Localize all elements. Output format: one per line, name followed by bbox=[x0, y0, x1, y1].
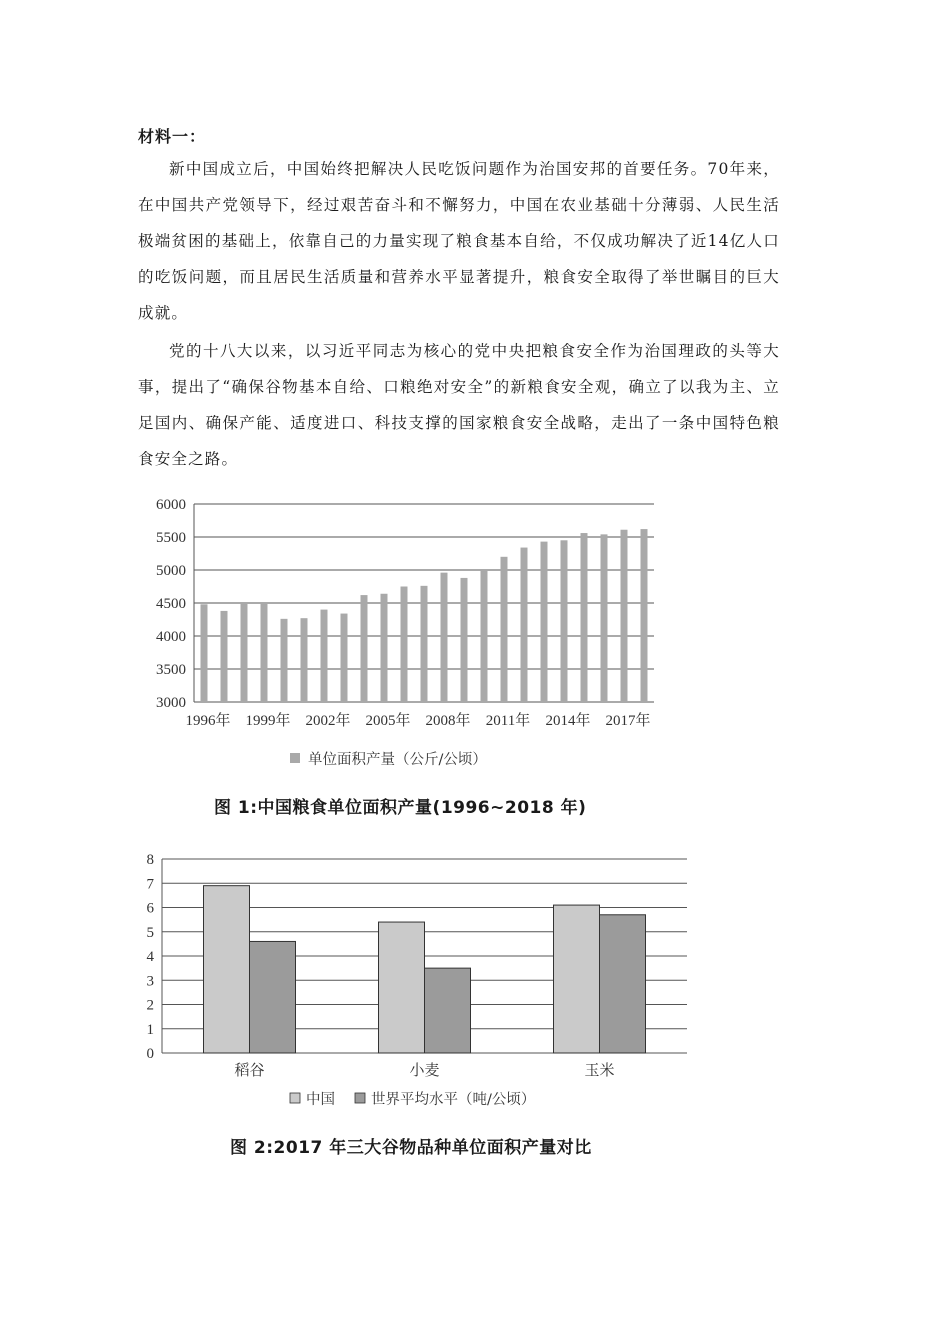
section-title: 材料一： bbox=[138, 127, 207, 146]
chart-2-bar-1-0 bbox=[379, 922, 425, 1053]
chart-2-bar-1-1 bbox=[425, 968, 471, 1053]
chart-2-y-tick: 0 bbox=[146, 1046, 154, 1062]
chart-2-legend-swatch bbox=[290, 1093, 300, 1103]
chart-1-legend-label: 单位面积产量（公斤/公顷） bbox=[308, 752, 487, 768]
chart-2-legend-label: 中国 bbox=[306, 1092, 335, 1108]
chart-1-y-tick: 5500 bbox=[156, 530, 186, 546]
chart-2-x-tick: 稻谷 bbox=[234, 1063, 265, 1079]
chart-2-x-tick: 玉米 bbox=[584, 1063, 615, 1079]
chart-2-y-tick: 3 bbox=[146, 973, 154, 990]
chart-2-y-tick: 8 bbox=[146, 852, 154, 868]
chart-1-y-tick: 6000 bbox=[156, 497, 186, 513]
chart-2-y-tick: 4 bbox=[146, 949, 154, 965]
chart-2-y-tick: 7 bbox=[146, 876, 154, 893]
chart-2-y-tick: 2 bbox=[146, 997, 154, 1014]
chart-1-x-tick: 2014年 bbox=[545, 713, 591, 729]
chart-1-x-tick: 2008年 bbox=[425, 713, 471, 729]
chart-2-y-tick: 1 bbox=[146, 1021, 154, 1038]
chart-1-y-tick: 3000 bbox=[156, 695, 186, 711]
chart-2-legend-label: 世界平均水平（吨/公顷） bbox=[371, 1092, 536, 1108]
chart-1-caption: 图 1:中国粮食单位面积产量(1996~2018 年) bbox=[214, 798, 587, 818]
chart-1-y-tick: 4000 bbox=[156, 629, 186, 645]
chart-1-x-tick: 2011年 bbox=[485, 713, 531, 729]
chart-2-caption: 图 2:2017 年三大谷物品种单位面积产量对比 bbox=[230, 1138, 592, 1158]
chart-2-legend-swatch bbox=[355, 1093, 365, 1103]
chart-2-bar-2-1 bbox=[600, 915, 646, 1053]
chart-2-bar-0-1 bbox=[250, 941, 296, 1053]
chart-1-y-tick: 5000 bbox=[156, 563, 186, 579]
chart-1-x-tick: 1999年 bbox=[245, 713, 291, 729]
paragraph-1: 新中国成立后，中国始终把解决人民吃饭问题作为治国安邦的首要任务。70年来，在中国共产党领导下，经过艰苦奋斗和不懈努力，中国在农业基础十分薄弱、人民生活极端贫困的基础上，依靠自己的力量实现了粮食基本自给，不仅成功解决了近14亿人口的吃饭问题，而且居民生活质量和营养水平显著提升，粮食安全取得了举世瞩目的巨大成就。 bbox=[138, 160, 780, 322]
chart-1-x-tick: 2002年 bbox=[305, 713, 351, 729]
chart-1-x-tick: 2005年 bbox=[365, 713, 411, 729]
chart-1-x-tick: 2017年 bbox=[605, 713, 651, 729]
chart-1-y-tick: 4500 bbox=[156, 596, 186, 612]
chart-2-x-tick: 小麦 bbox=[409, 1063, 440, 1079]
paragraph-2: 党的十八大以来，以习近平同志为核心的党中央把粮食安全作为治国理政的头等大事，提出了“确保谷物基本自给、口粮绝对安全”的新粮食安全观，确立了以我为主、立足国内、确保产能、适度进口、科技支撑的国家粮食安全战略，走出了一条中国特色粮食安全之路。 bbox=[138, 342, 780, 468]
chart-1-y-tick: 3500 bbox=[156, 662, 186, 678]
chart-2-y-tick: 5 bbox=[146, 924, 154, 941]
chart-1-x-tick: 1996年 bbox=[185, 713, 231, 729]
chart-2-y-tick: 6 bbox=[146, 900, 154, 917]
chart-2-bar-0-0 bbox=[204, 886, 250, 1053]
chart-2-bar-2-0 bbox=[554, 905, 600, 1053]
